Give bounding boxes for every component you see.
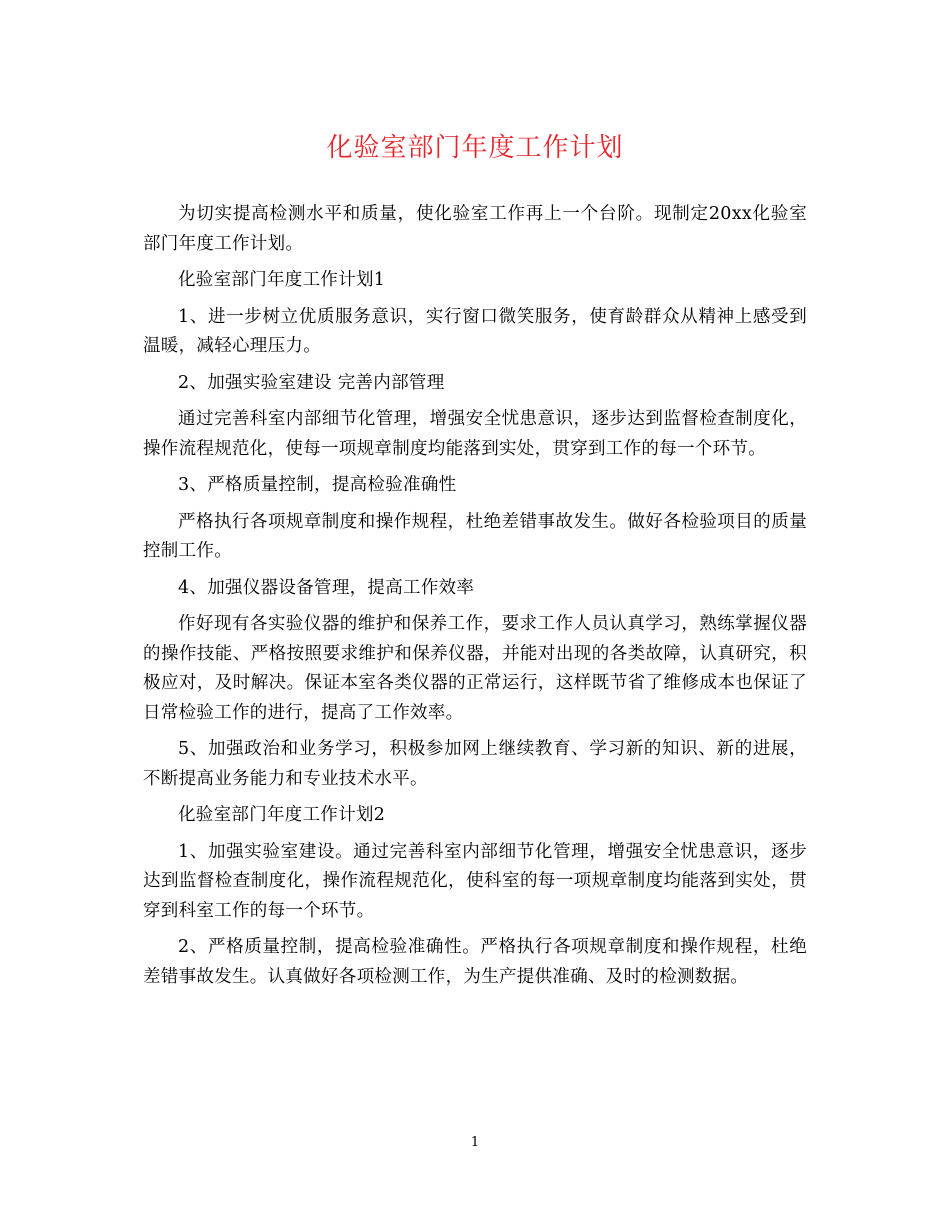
subheading-plan1-item3: 3、严格质量控制，提高检验准确性 (178, 475, 457, 495)
paragraph-plan1-item4-body: 作好现有各实验仪器的维护和保养工作，要求工作人员认真学习，熟练掌握仪器的操作技能、严格按照要求维护和保养仪器，并能对出现的各类故障，认真研究，积极应对，及时解决。保证本室各类仪器的正常运行，这样既节省了维修成本也保证了日常检验工作的进行，提高了工作效率。 (143, 614, 807, 723)
document-body (143, 200, 807, 999)
subheading-plan1-item4: 4、加强仪器设备管理，提高工作效率 (178, 577, 475, 598)
paragraph-plan1-item5: 5、加强政治和业务学习，积极参加网上继续教育、学习新的知识、新的进展，不断提高业务能力和专业技术水平。 (143, 739, 807, 789)
paragraph-intro: 为切实提高检测水平和质量，使化验室工作再上一个台阶。现制定20xx化验室部门年度工作计划。 (143, 204, 807, 254)
section-heading-plan-1: 化验室部门年度工作计划1 (178, 270, 386, 290)
page-number: 1 (470, 1135, 480, 1150)
document-title: 化验室部门年度工作计划 (326, 133, 624, 163)
paragraph-plan1-item1: 1、进一步树立优质服务意识，实行窗口微笑服务，使育龄群众从精神上感受到温暖，减轻心理压力。 (143, 306, 807, 356)
subheading-plan1-item2: 2、加强实验室建设 完善内部管理 (178, 372, 445, 393)
paragraph-plan1-item2-body: 通过完善科室内部细节化管理，增强安全忧患意识，逐步达到监督检查制度化，操作流程规范化，使每一项规章制度均能落到实处，贯穿到工作的每一个环节。 (143, 409, 807, 459)
paragraph-plan2-item1: 1、加强实验室建设。通过完善科室内部细节化管理，增强安全忧患意识，逐步达到监督检查制度化，操作流程规范化，使科室的每一项规章制度均能落到实处，贯穿到科室工作的每一个环节。 (143, 841, 807, 921)
paragraph-plan2-item2: 2、严格质量控制，提高检验准确性。严格执行各项规章制度和操作规程，杜绝差错事故发生。认真做好各项检测工作，为生产提供准确、及时的检测数据。 (143, 937, 807, 987)
paragraph-plan1-item3-body: 严格执行各项规章制度和操作规程，杜绝差错事故发生。做好各检验项目的质量控制工作。 (143, 511, 807, 561)
section-heading-plan-2: 化验室部门年度工作计划2 (178, 805, 386, 825)
